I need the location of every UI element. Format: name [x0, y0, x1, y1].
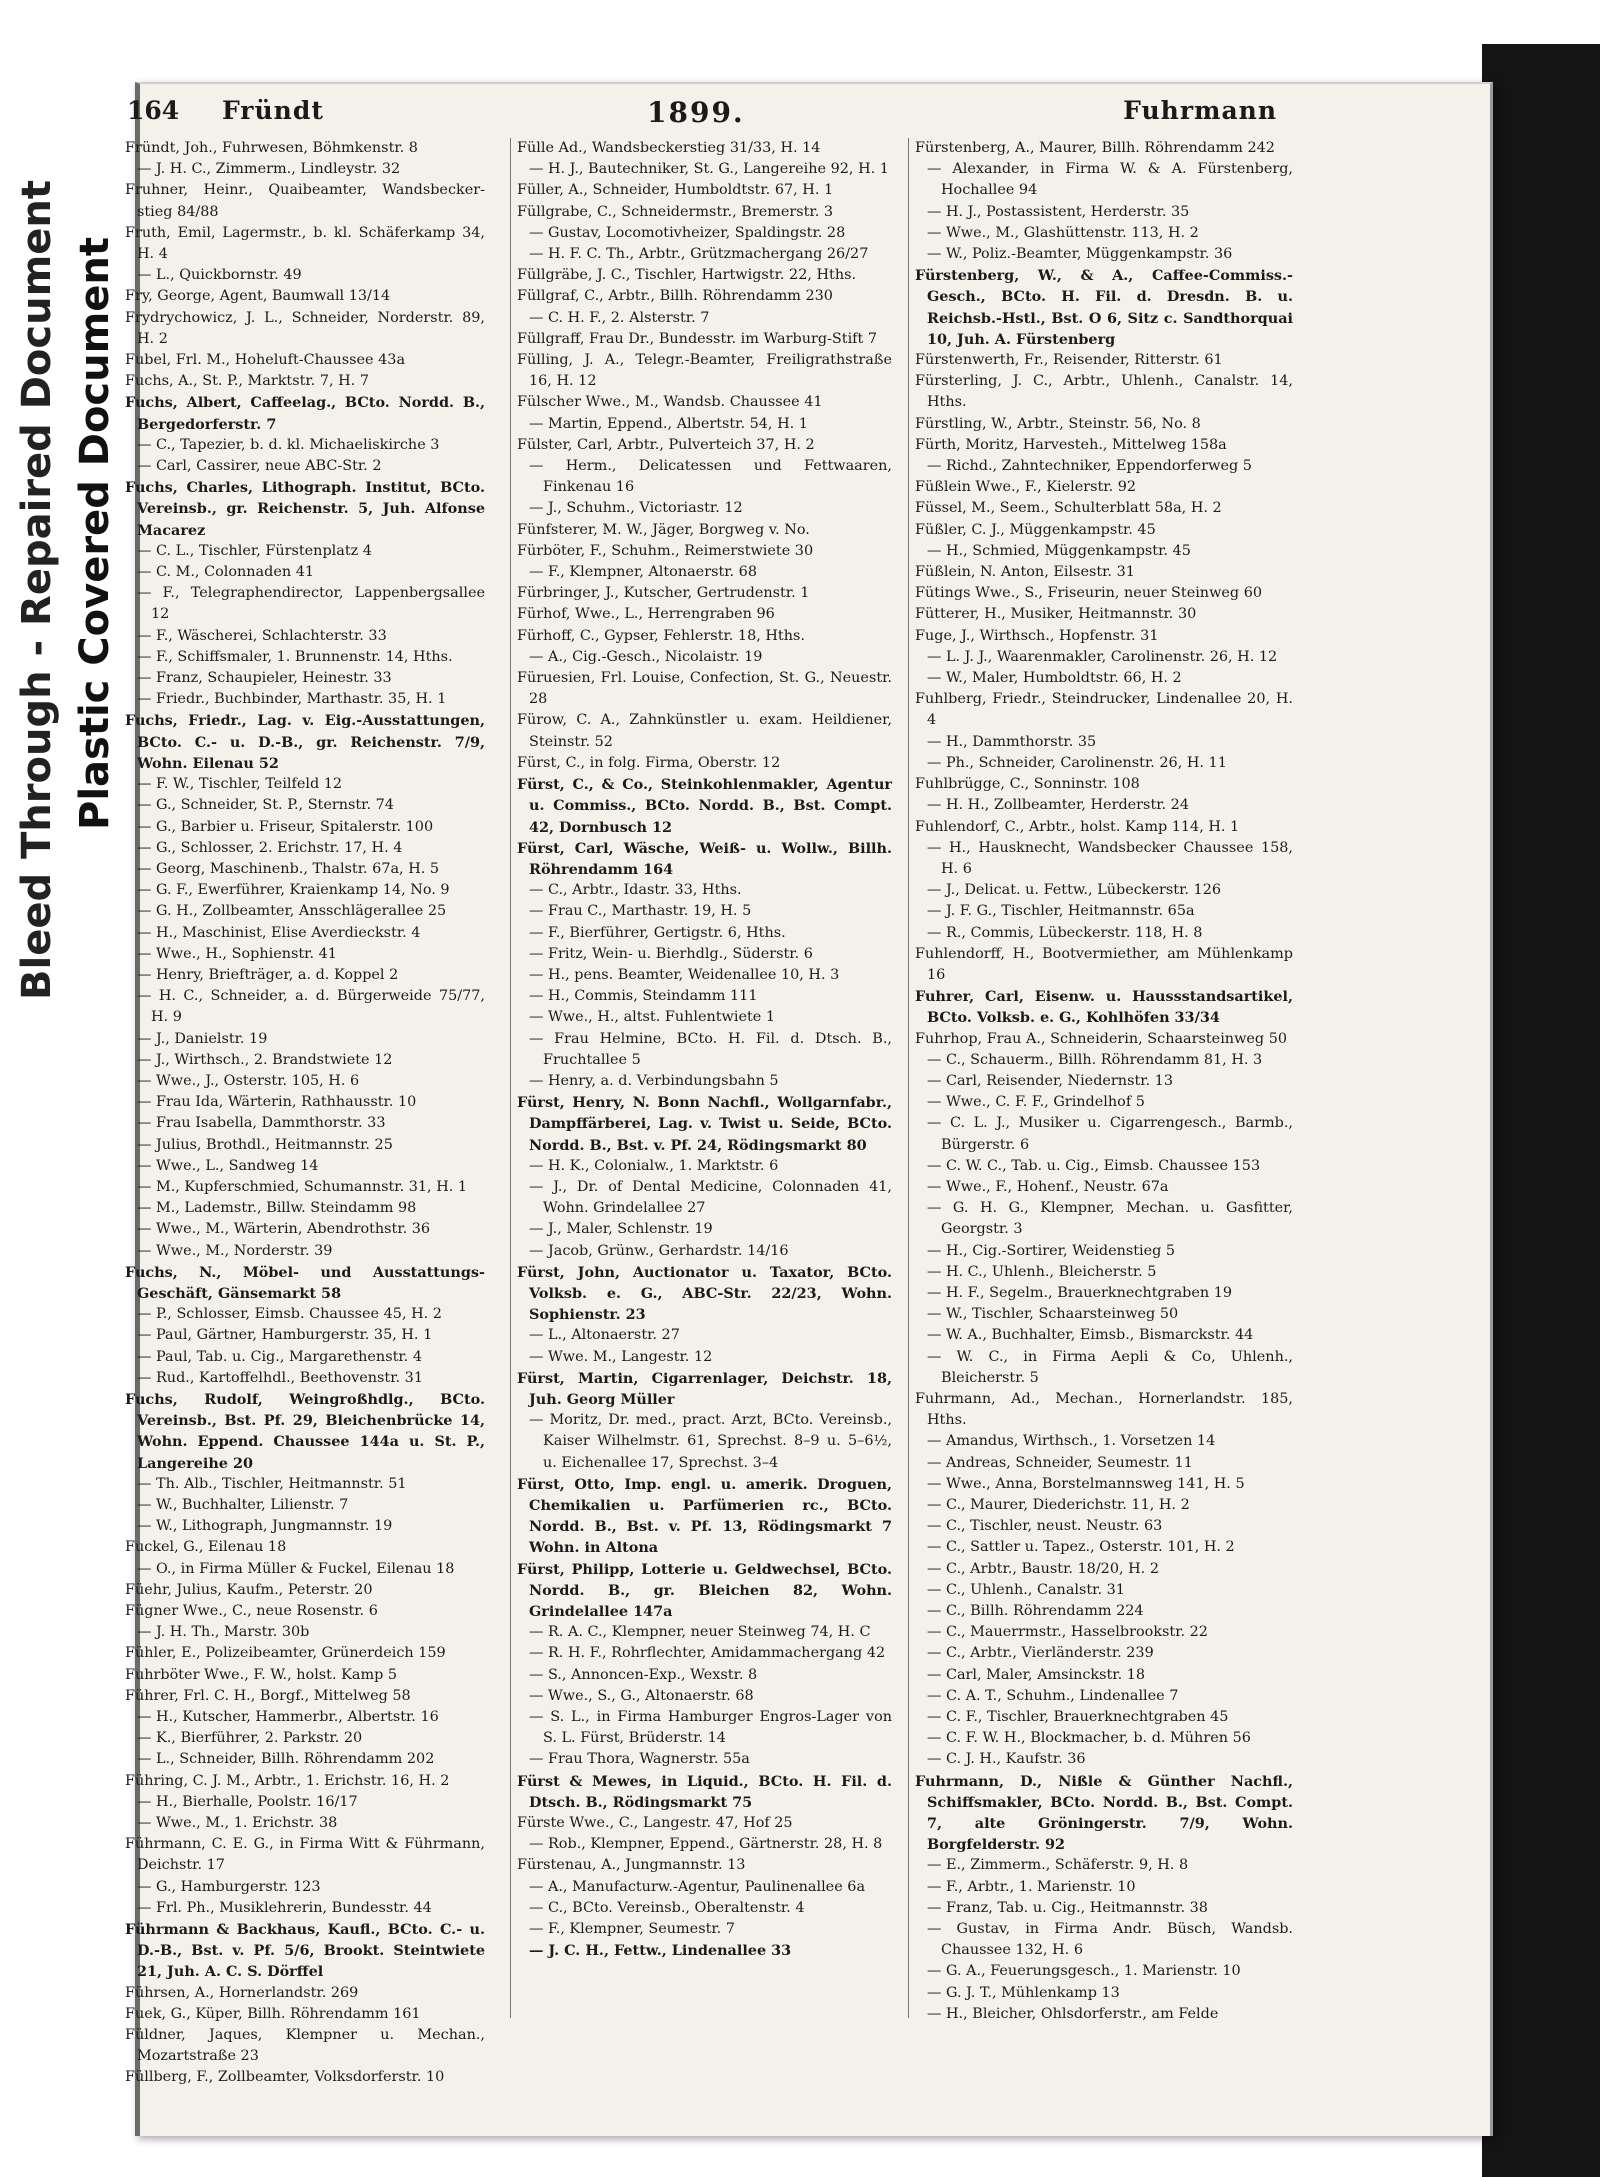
- directory-entry: Fürstenberg, A., Maurer, Billh. Röhrendamm 242: [915, 140, 1275, 156]
- directory-column-1: [125, 138, 485, 2086]
- directory-entry: Fruhner, Heinr., Quaibeamter, Wandsbecker-stieg 84/88: [125, 182, 485, 220]
- page-number: 164: [127, 96, 180, 125]
- directory-entry: — Friedr., Buchbinder, Marthastr. 35, H. 1: [137, 691, 447, 708]
- directory-entry: — H. J., Postassistent, Herderstr. 35: [927, 203, 1190, 220]
- directory-entry: — G., Schneider, St. P., Sternstr. 74: [137, 797, 394, 814]
- directory-entry: — C., Tischler, neust. Neustr. 63: [927, 1518, 1163, 1535]
- directory-entry: — R. A. C., Klempner, neuer Steinweg 74, H. C: [529, 1624, 871, 1641]
- directory-entry: — Wwe., M., 1. Erichstr. 38: [137, 1815, 338, 1832]
- directory-entry: Fry, George, Agent, Baumwall 13/14: [125, 288, 391, 305]
- directory-entry: — H., Commis, Steindamm 111: [529, 988, 758, 1005]
- directory-entry: — F., Schiffsmaler, 1. Brunnenstr. 14, Hths.: [137, 648, 453, 665]
- directory-entry: — Franz, Tab. u. Cig., Heitmannstr. 38: [927, 1899, 1208, 1916]
- directory-entry: — L., Quickbornstr. 49: [137, 267, 302, 284]
- directory-entry: — H., pens. Beamter, Weidenallee 10, H. 3: [529, 966, 840, 983]
- directory-entry: — K., Bierführer, 2. Parkstr. 20: [137, 1730, 363, 1747]
- directory-entry: Füllgräbe, J. C., Tischler, Hartwigstr. 22, Hths.: [517, 267, 857, 284]
- scan-margin: [0, 0, 118, 1560]
- directory-entry: — C., Maurer, Diederichstr. 11, H. 2: [927, 1497, 1190, 1513]
- directory-entry: Fürstenberg, W., & A., Caffee-Commiss.-Gesch., BCto. H. Fil. d. Dresdn. B. u. Reichsb.-Hstl., Bst. O 6, Sitz c. Sandthorquai 10, Juh. A. Fürstenberg: [915, 267, 1293, 348]
- directory-entry: — F., Klempner, Altonaerstr. 68: [529, 564, 757, 581]
- directory-entry: — C., BCto. Vereinsb., Oberaltenstr. 4: [529, 1899, 805, 1916]
- directory-entry: Fuhrer, Carl, Eisenw. u. Haussstandsartikel, BCto. Volksb. e. G., Kohlhöfen 33/34: [915, 988, 1293, 1027]
- directory-entry: — Wwe., C. F. F., Grindelhof 5: [927, 1094, 1145, 1111]
- directory-entry: — W. A., Buchhalter, Eimsb., Bismarckstr. 44: [927, 1327, 1254, 1344]
- directory-entry: — H., Kutscher, Hammerbr., Albertstr. 16: [137, 1709, 439, 1726]
- directory-entry: Fubel, Frl. M., Hoheluft-Chaussee 43a: [125, 352, 406, 369]
- directory-entry: — G. J. T., Mühlenkamp 13: [927, 1984, 1120, 2001]
- directory-entry: — Martin, Eppend., Albertstr. 54, H. 1: [529, 415, 808, 432]
- directory-entry: — C. F. W. H., Blockmacher, b. d. Mühren 56: [927, 1730, 1251, 1747]
- directory-entry: Fürbringer, J., Kutscher, Gertrudenstr. 1: [517, 585, 810, 602]
- directory-entry: — Rud., Kartoffelhdl., Beethovenstr. 31: [137, 1369, 423, 1386]
- directory-entry: — C., Sattler u. Tapez., Osterstr. 101, H. 2: [927, 1539, 1235, 1556]
- directory-entry: — F. W., Tischler, Teilfeld 12: [137, 776, 343, 793]
- directory-entry: — L., Schneider, Billh. Röhrendamm 202: [137, 1751, 435, 1768]
- directory-entry: — S., Annoncen-Exp., Wexstr. 8: [529, 1666, 758, 1683]
- directory-entry: — H. C., Uhlenh., Bleicherstr. 5: [927, 1263, 1157, 1280]
- header-year: 1899.: [647, 96, 745, 129]
- directory-entry: Fülling, J. A., Telegr.-Beamter, Freiligrathstraße 16, H. 12: [517, 352, 892, 390]
- directory-entry: — G. F., Ewerführer, Kraienkamp 14, No. 9: [137, 882, 450, 899]
- directory-entry: — M., Kupferschmied, Schumannstr. 31, H. 1: [137, 1178, 468, 1195]
- directory-entry: Fürhoff, C., Gypser, Fehlerstr. 18, Hths.: [517, 627, 805, 644]
- directory-entry: Fuchs, N., Möbel- und Ausstattungs-Geschäft, Gänsemarkt 58: [125, 1263, 485, 1302]
- directory-entry: Führsen, A., Hornerlandstr. 269: [125, 1984, 359, 2001]
- directory-entry: — F., Arbtr., 1. Marienstr. 10: [927, 1878, 1136, 1895]
- directory-entry: — H., Schmied, Müggenkampstr. 45: [927, 542, 1191, 559]
- directory-entry: Fütings Wwe., S., Friseurin, neuer Steinweg 60: [915, 585, 1263, 602]
- directory-entry: — F., Wäscherei, Schlachterstr. 33: [137, 627, 387, 644]
- directory-entry: — Frau Helmine, BCto. H. Fil. d. Dtsch. B., Fruchtallee 5: [529, 1030, 892, 1068]
- directory-entry: — C., Billh. Röhrendamm 224: [927, 1603, 1144, 1620]
- directory-entry: Füllgraf, C., Arbtr., Billh. Röhrendamm 230: [517, 288, 833, 305]
- directory-entry: — C., Schauerm., Billh. Röhrendamm 81, H. 3: [927, 1051, 1263, 1068]
- directory-entry: Fuhlendorf, C., Arbtr., holst. Kamp 114, H. 1: [915, 818, 1240, 835]
- directory-entry: — W., Buchhalter, Lilienstr. 7: [137, 1497, 349, 1513]
- directory-entry: — H. H., Zollbeamter, Herderstr. 24: [927, 797, 1189, 814]
- directory-entry: — C. A. T., Schuhm., Lindenallee 7: [927, 1687, 1179, 1704]
- directory-entry: — W., Maler, Humboldtstr. 66, H. 2: [927, 670, 1182, 687]
- directory-entry: — C., Uhlenh., Canalstr. 31: [927, 1581, 1125, 1598]
- directory-entry: — J., Dr. of Dental Medicine, Colonnaden 41, Wohn. Grindelallee 27: [529, 1178, 892, 1217]
- directory-entry: Fügner Wwe., C., neue Rosenstr. 6: [125, 1603, 378, 1620]
- directory-entry: — C., Arbtr., Baustr. 18/20, H. 2: [927, 1560, 1159, 1577]
- directory-entry: — Andreas, Schneider, Seumestr. 11: [927, 1454, 1193, 1471]
- directory-entry: — Paul, Gärtner, Hamburgerstr. 35, H. 1: [137, 1327, 433, 1344]
- directory-entry: Fuhrböter Wwe., F. W., holst. Kamp 5: [125, 1666, 398, 1683]
- directory-entry: — F., Klempner, Seumestr. 7: [529, 1921, 735, 1938]
- directory-entry: — G., Barbier u. Friseur, Spitalerstr. 100: [137, 818, 434, 835]
- directory-entry: Füllgrabe, C., Schneidermstr., Bremerstr. 3: [517, 203, 834, 220]
- directory-entry: Fütterer, H., Musiker, Heitmannstr. 30: [915, 606, 1197, 623]
- directory-entry: Füßlein Wwe., F., Kielerstr. 92: [915, 479, 1137, 496]
- directory-entry: Fürst, C., in folg. Firma, Oberstr. 12: [517, 754, 781, 771]
- directory-entry: — J. C. H., Fettw., Lindenallee 33: [529, 1942, 792, 1960]
- directory-entry: — Henry, a. d. Verbindungsbahn 5: [529, 1072, 779, 1089]
- directory-entry: — Franz, Schaupieler, Heinestr. 33: [137, 670, 392, 687]
- directory-entry: — Henry, Briefträger, a. d. Koppel 2: [137, 966, 399, 983]
- directory-entry: Führing, C. J. M., Arbtr., 1. Erichstr. 16, H. 2: [125, 1772, 450, 1789]
- directory-entry: — H., Dammthorstr. 35: [927, 733, 1097, 750]
- directory-entry: — G., Schlosser, 2. Erichstr. 17, H. 4: [137, 839, 403, 856]
- directory-entry: — Wwe., J., Osterstr. 105, H. 6: [137, 1072, 360, 1089]
- directory-entry: Füllgraff, Frau Dr., Bundesstr. im Warburg-Stift 7: [517, 330, 878, 347]
- directory-entry: — W., Lithograph, Jungmannstr. 19: [137, 1518, 393, 1535]
- directory-entry: Fuchs, A., St. P., Marktstr. 7, H. 7: [125, 373, 369, 390]
- directory-entry: Fürst, Carl, Wäsche, Weiß- u. Wollw., Billh. Röhrendamm 164: [517, 839, 892, 878]
- directory-entry: — Frl. Ph., Musiklehrerin, Bundesstr. 44: [137, 1899, 432, 1916]
- directory-entry: — Paul, Tab. u. Cig., Margarethenstr. 4: [137, 1348, 422, 1365]
- directory-entry: — Wwe. M., Langestr. 12: [529, 1348, 713, 1365]
- directory-entry: — Wwe., M., Glashüttenstr. 113, H. 2: [927, 224, 1199, 241]
- directory-entry: Fürböter, F., Schuhm., Reimerstwiete 30: [517, 542, 814, 559]
- directory-entry: — H., Maschinist, Elise Averdieckstr. 4: [137, 924, 421, 941]
- directory-entry: — H., Cig.-Sortirer, Weidenstieg 5: [927, 1242, 1176, 1259]
- directory-entry: — E., Zimmerm., Schäferstr. 9, H. 8: [927, 1857, 1189, 1874]
- directory-entry: Füßlein, N. Anton, Eilsestr. 31: [915, 564, 1135, 581]
- directory-entry: — H., Bleicher, Ohlsdorferstr., am Felde: [927, 2005, 1219, 2022]
- directory-column-2: [510, 138, 892, 2018]
- plastic-covered-stamp: Plastic Covered Document: [72, 236, 118, 830]
- directory-entry: — J., Maler, Schlenstr. 19: [529, 1221, 713, 1238]
- directory-entry: Fuchs, Charles, Lithograph. Institut, BCto. Vereinsb., gr. Reichenstr. 5, Juh. Alfonse Macarez: [125, 479, 485, 539]
- directory-entry: — C. H. F., 2. Alsterstr. 7: [529, 309, 710, 326]
- directory-entry: — S. L., in Firma Hamburger Engros-Lager von S. L. Fürst, Brüderstr. 14: [529, 1709, 892, 1747]
- directory-entry: Fürst & Mewes, in Liquid., BCto. H. Fil. d. Dtsch. B., Rödingsmarkt 75: [517, 1772, 892, 1811]
- directory-entry: Füller, A., Schneider, Humboldtstr. 67, H. 1: [517, 182, 834, 199]
- directory-entry: — J., Schuhm., Victoriastr. 12: [529, 500, 743, 517]
- directory-entry: — A., Manufacturw.-Agentur, Paulinenallee 6a: [529, 1878, 866, 1895]
- directory-entry: — H. F., Segelm., Brauerknechtgraben 19: [927, 1284, 1233, 1301]
- directory-entry: — J. F. G., Tischler, Heitmannstr. 65a: [927, 903, 1195, 920]
- directory-entry: Füehr, Julius, Kaufm., Peterstr. 20: [125, 1581, 373, 1598]
- directory-entry: — C. M., Colonnaden 41: [137, 564, 315, 581]
- directory-entry: Fuhrmann, D., Nißle & Günther Nachfl., Schiffsmakler, BCto. Nordd. B., Bst. Compt. 7, alte Gröningerstr. 7/9, Wohn. Borgfelderstr. 92: [915, 1772, 1293, 1854]
- directory-entry: Füssel, M., Seem., Schulterblatt 58a, H. 2: [915, 500, 1222, 517]
- directory-entry: Fuckel, G., Eilenau 18: [125, 1539, 287, 1556]
- directory-entry: — L. J. J., Waarenmakler, Carolinenstr. 26, H. 12: [927, 648, 1278, 665]
- directory-entry: Fünfsterer, M. W., Jäger, Borgweg v. No.: [517, 521, 810, 538]
- directory-entry: — H. J., Bautechniker, St. G., Langereihe 92, H. 1: [529, 161, 889, 178]
- directory-entry: — Wwe., S., G., Altonaerstr. 68: [529, 1687, 754, 1704]
- directory-entry: — G. A., Feuerungsgesch., 1. Marienstr. 10: [927, 1963, 1241, 1980]
- directory-entry: Fuhlbrügge, C., Sonninstr. 108: [915, 776, 1140, 793]
- directory-entry: Fülscher Wwe., M., Wandsb. Chaussee 41: [517, 394, 823, 411]
- directory-entry: — Fritz, Wein- u. Bierhdlg., Süderstr. 6: [529, 945, 813, 962]
- directory-entry: — J. H. C., Zimmerm., Lindleystr. 32: [137, 161, 401, 178]
- directory-entry: — G., Hamburgerstr. 123: [137, 1878, 321, 1895]
- directory-entry: Fürth, Moritz, Harvesteh., Mittelweg 158a: [915, 436, 1227, 453]
- directory-entry: — R., Commis, Lübeckerstr. 118, H. 8: [927, 924, 1203, 941]
- directory-entry: Fürhof, Wwe., L., Herrengraben 96: [517, 606, 775, 623]
- directory-entry: — G. H. G., Klempner, Mechan. u. Gasfitter, Georgstr. 3: [927, 1200, 1293, 1238]
- directory-entry: Fürst, Philipp, Lotterie u. Geldwechsel, BCto. Nordd. B., gr. Bleichen 82, Wohn. Grindelallee 147a: [517, 1560, 892, 1621]
- directory-entry: Füruesien, Frl. Louise, Confection, St. G., Neuestr. 28: [517, 670, 892, 708]
- directory-entry: Fürst, Henry, N. Bonn Nachfl., Wollgarnfabr., Dampffärberei, Lag. v. Twist u. Seide, BCto. Nordd. B., Bst. v. Pf. 24, Rödingsmarkt 80: [517, 1094, 892, 1154]
- directory-entry: — L., Altonaerstr. 27: [529, 1327, 680, 1344]
- directory-entry: Fuchs, Albert, Caffeelag., BCto. Nordd. B., Bergedorferstr. 7: [125, 394, 485, 433]
- directory-entry: — J. H. Th., Marstr. 30b: [137, 1624, 310, 1641]
- directory-entry: Führer, Frl. C. H., Borgf., Mittelweg 58: [125, 1687, 411, 1704]
- directory-entry: — Alexander, in Firma W. & A. Fürstenberg, Hochallee 94: [927, 161, 1293, 199]
- directory-entry: — C. L., Tischler, Fürstenplatz 4: [137, 542, 372, 559]
- directory-entry: Fuhrmann, Ad., Mechan., Hornerlandstr. 185, Hths.: [915, 1390, 1293, 1429]
- directory-entry: — H. K., Colonialw., 1. Marktstr. 6: [529, 1157, 779, 1174]
- directory-entry: Fuchs, Rudolf, Weingroßhdlg., BCto. Vereinsb., Bst. Pf. 29, Bleichenbrücke 14, Wohn. Eppend. Chaussee 144a u. St. P., Langereihe 20: [125, 1390, 485, 1472]
- directory-entry: — Frau Thora, Wagnerstr. 55a: [529, 1751, 750, 1768]
- directory-entry: — Wwe., H., Sophienstr. 41: [137, 945, 337, 962]
- directory-entry: Fuhlendorff, H., Bootvermiether, am Mühlenkamp 16: [915, 945, 1293, 983]
- directory-entry: — J., Delicat. u. Fettw., Lübeckerstr. 126: [927, 882, 1222, 899]
- directory-entry: — M., Lademstr., Billw. Steindamm 98: [137, 1200, 417, 1217]
- directory-entry: — Georg, Maschinenb., Thalstr. 67a, H. 5: [137, 860, 440, 877]
- directory-entry: — Wwe., L., Sandweg 14: [137, 1157, 319, 1174]
- directory-entry: — Wwe., F., Hohenf., Neustr. 67a: [927, 1178, 1169, 1195]
- directory-entry: Fürste Wwe., C., Langestr. 47, Hof 25: [517, 1815, 793, 1832]
- directory-entry: — J., Wirthsch., 2. Brandstwiete 12: [137, 1051, 393, 1068]
- directory-entry: — F., Bierführer, Gertigstr. 6, Hths.: [529, 924, 786, 941]
- directory-entry: — Frau Isabella, Dammthorstr. 33: [137, 1115, 386, 1132]
- directory-entry: Fürsterling, J. C., Arbtr., Uhlenh., Canalstr. 14, Hths.: [915, 373, 1293, 411]
- directory-entry: — Wwe., M., Norderstr. 39: [137, 1242, 333, 1259]
- directory-entry: — C. L. J., Musiker u. Cigarrengesch., Barmb., Bürgerstr. 6: [927, 1115, 1293, 1153]
- header-left-keyword: Fründt: [222, 96, 324, 125]
- directory-entry: — Carl, Cassirer, neue ABC-Str. 2: [137, 458, 382, 475]
- directory-entry: — Frau Ida, Wärterin, Rathhausstr. 10: [137, 1094, 417, 1111]
- directory-entry: Fuek, G., Küper, Billh. Röhrendamm 161: [125, 2005, 421, 2022]
- directory-entry: Füllberg, F., Zollbeamter, Volksdorferstr. 10: [125, 2069, 445, 2086]
- directory-entry: Fuchs, Friedr., Lag. v. Eig.-Ausstattungen, BCto. C.- u. D.-B., gr. Reichenstr. 7/9, Wohn. Eilenau 52: [125, 712, 485, 772]
- directory-entry: — H., Bierhalle, Poolstr. 16/17: [137, 1793, 358, 1810]
- header-right-keyword: Fuhrmann: [1123, 96, 1277, 125]
- directory-entry: — Amandus, Wirthsch., 1. Vorsetzen 14: [927, 1433, 1216, 1450]
- directory-entry: — Moritz, Dr. med., pract. Arzt, BCto. Vereinsb., Kaiser Wilhelmstr. 61, Sprechst. 8–9 u. 5–6½, u. Eichenallee 17, Sprechst. 3–4: [529, 1412, 892, 1471]
- directory-entry: — H. C., Schneider, a. d. Bürgerweide 75/77, H. 9: [137, 988, 485, 1026]
- directory-entry: Fuhrhop, Frau A., Schneiderin, Schaarsteinweg 50: [915, 1030, 1288, 1047]
- directory-entry: Fülster, Carl, Arbtr., Pulverteich 37, H. 2: [517, 436, 815, 453]
- directory-entry: — Wwe., H., altst. Fuhlentwiete 1: [529, 1009, 776, 1026]
- directory-entry: — Gustav, in Firma Andr. Büsch, Wandsb. Chaussee 132, H. 6: [927, 1921, 1293, 1959]
- directory-entry: Fürst, C., & Co., Steinkohlenmakler, Agentur u. Commiss., BCto. Nordd. B., Bst. Compt. 42, Dornbusch 12: [517, 776, 892, 836]
- bleed-through-stamp: Bleed Through - Repaired Document: [14, 180, 60, 1000]
- directory-entry: — G. H., Zollbeamter, Ansschlägerallee 25: [137, 903, 447, 920]
- directory-entry: — Gustav, Locomotivheizer, Spaldingstr. 28: [529, 224, 846, 241]
- directory-entry: — W., Tischler, Schaarsteinweg 50: [927, 1306, 1179, 1323]
- directory-entry: Fürow, C. A., Zahnkünstler u. exam. Heildiener, Steinstr. 52: [517, 712, 892, 750]
- directory-entry: — R. H. F., Rohrflechter, Amidammachergang 42: [529, 1645, 886, 1662]
- directory-entry: — Frau C., Marthastr. 19, H. 5: [529, 903, 752, 920]
- directory-entry: — W. C., in Firma Aepli & Co, Uhlenh., Bleicherstr. 5: [927, 1348, 1293, 1386]
- directory-entry: — Wwe., M., Wärterin, Abendrothstr. 36: [137, 1221, 431, 1238]
- directory-entry: — C. J. H., Kaufstr. 36: [927, 1751, 1086, 1768]
- directory-column-3: [908, 138, 1293, 2022]
- directory-entry: — J., Danielstr. 19: [137, 1030, 268, 1047]
- directory-entry: Fürst, Martin, Cigarrenlager, Deichstr. 18, Juh. Georg Müller: [517, 1369, 892, 1408]
- directory-entry: Fruth, Emil, Lagermstr., b. kl. Schäferkamp 34, H. 4: [125, 224, 485, 263]
- directory-entry: — C. F., Tischler, Brauerknechtgraben 45: [927, 1709, 1229, 1726]
- directory-entry: Fuge, J., Wirthsch., Hopfenstr. 31: [915, 627, 1159, 644]
- directory-entry: — C., Arbtr., Vierländerstr. 239: [927, 1645, 1154, 1662]
- directory-entry: Fürstling, W., Arbtr., Steinstr. 56, No. 8: [915, 415, 1201, 432]
- directory-entry: — W., Poliz.-Beamter, Müggenkampstr. 36: [927, 246, 1233, 263]
- directory-entry: — O., in Firma Müller & Fuckel, Eilenau 18: [137, 1560, 455, 1577]
- directory-entry: — P., Schlosser, Eimsb. Chaussee 45, H. 2: [137, 1306, 442, 1323]
- directory-entry: — C., Mauerrmstr., Hasselbrookstr. 22: [927, 1624, 1208, 1641]
- directory-entry: Fürstenau, A., Jungmannstr. 13: [517, 1857, 746, 1874]
- directory-entry: — Richd., Zahntechniker, Eppendorferweg 5: [927, 458, 1252, 475]
- directory-entry: — Th. Alb., Tischler, Heitmannstr. 51: [137, 1475, 407, 1492]
- directory-entry: — F., Telegraphendirector, Lappenbergsallee 12: [137, 585, 485, 623]
- directory-entry: — C., Arbtr., Idastr. 33, Hths.: [529, 882, 742, 899]
- directory-entry: — C., Tapezier, b. d. kl. Michaeliskirche 3: [137, 436, 440, 453]
- directory-entry: Frydrychowicz, J. L., Schneider, Norderstr. 89, H. 2: [125, 309, 485, 347]
- directory-entry: — H., Hausknecht, Wandsbecker Chaussee 158, H. 6: [927, 839, 1293, 877]
- directory-entry: — A., Cig.-Gesch., Nicolaistr. 19: [529, 648, 763, 665]
- directory-entry: — Carl, Reisender, Niedernstr. 13: [927, 1072, 1173, 1089]
- directory-entry: Fuhlberg, Friedr., Steindrucker, Lindenallee 20, H. 4: [915, 691, 1293, 729]
- directory-entry: — Julius, Brothdl., Heitmannstr. 25: [137, 1136, 393, 1153]
- directory-entry: Fründt, Joh., Fuhrwesen, Böhmkenstr. 8: [125, 140, 418, 156]
- directory-entry: Fürstenwerth, Fr., Reisender, Ritterstr. 61: [915, 352, 1223, 369]
- directory-entry: Füßler, C. J., Müggenkampstr. 45: [915, 521, 1156, 538]
- directory-entry: — Jacob, Grünw., Gerhardstr. 14/16: [529, 1242, 789, 1259]
- directory-entry: — Carl, Maler, Amsinckstr. 18: [927, 1666, 1146, 1683]
- directory-entry: — Ph., Schneider, Carolinenstr. 26, H. 11: [927, 754, 1227, 771]
- directory-entry: Füldner, Jaques, Klempner u. Mechan., Mozartstraße 23: [125, 2027, 485, 2065]
- directory-entry: Fürst, Otto, Imp. engl. u. amerik. Droguen, Chemikalien u. Parfümerien rc., BCto. Nordd. B., Bst. v. Pf. 13, Rödingsmarkt 7 Wohn. in Altona: [517, 1475, 892, 1557]
- directory-entry: — Herm., Delicatessen und Fettwaaren, Finkenau 16: [529, 458, 892, 496]
- directory-entry: Fülle Ad., Wandsbeckerstieg 31/33, H. 14: [517, 140, 821, 156]
- directory-entry: Führmann, C. E. G., in Firma Witt & Führmann, Deichstr. 17: [125, 1836, 485, 1874]
- directory-entry: Führmann & Backhaus, Kaufl., BCto. C.- u. D.-B., Bst. v. Pf. 5/6, Brookt. Steintwiete 21, Juh. A. C. S. Dörffel: [125, 1921, 485, 1981]
- page-header: [127, 96, 1277, 136]
- scanner-background: [1482, 44, 1600, 2177]
- directory-entry: — Rob., Klempner, Eppend., Gärtnerstr. 28, H. 8: [529, 1836, 883, 1853]
- directory-entry: — Wwe., Anna, Borstelmannsweg 141, H. 5: [927, 1475, 1245, 1492]
- directory-entry: — H. F. C. Th., Arbtr., Grützmachergang 26/27: [529, 246, 869, 263]
- directory-entry: Fürst, John, Auctionator u. Taxator, BCto. Volksb. e. G., ABC-Str. 22/23, Wohn. Sophienstr. 23: [517, 1263, 892, 1324]
- directory-entry: — C. W. C., Tab. u. Cig., Eimsb. Chaussee 153: [927, 1157, 1261, 1174]
- directory-entry: Fühler, E., Polizeibeamter, Grünerdeich 159: [125, 1645, 446, 1662]
